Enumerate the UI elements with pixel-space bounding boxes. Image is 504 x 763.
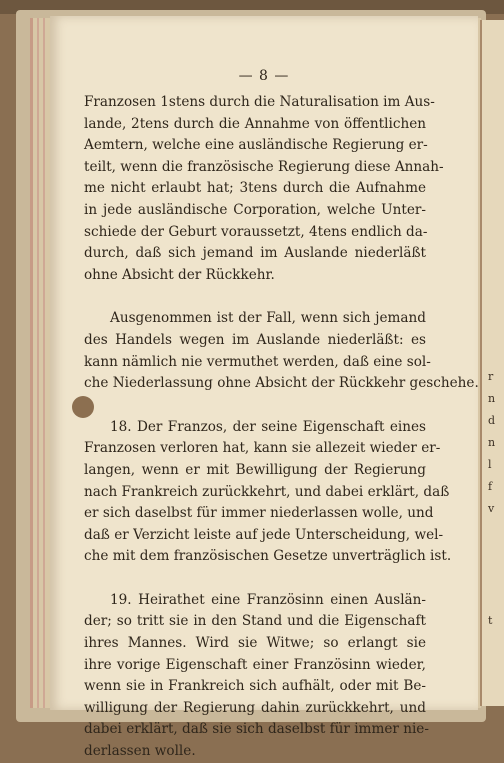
text-line: teilt, wenn die französische Regierung diese Annah- [84,158,444,175]
next-page-fragment: d [488,414,496,427]
text-line: daß er Verzicht leiste auf jede Unterscheidung, wel- [84,526,444,543]
paragraph-gap [84,568,426,590]
next-page-edge [480,20,504,706]
next-page-fragment: n [488,436,496,449]
next-page-fragment: l [488,458,492,471]
text-line: willigung der Regierung dahin zurückkehrt, und [84,699,426,716]
text-line: 19. Heirathet eine Französinn einen Auslän- [110,591,426,608]
text-line: derlassen wolle. [84,743,196,760]
text-line: ohne Absicht der Rückkehr. [84,266,275,283]
page-edge-line [37,18,39,708]
text-line: dabei erklärt, daß sie sich daselbst für immer nie- [84,721,429,738]
text-line: che mit dem französischen Gesetze unverträglich ist. [84,548,452,565]
text-line: nach Frankreich zurückkehrt, und dabei erklärt, daß [84,483,450,500]
text-line: 18. Der Franzos, der seine Eigenschaft eines [110,418,426,435]
text-line: Franzosen verloren hat, kann sie allezeit wieder er- [84,440,441,457]
paragraph-gap [84,286,426,308]
text-line: er sich daselbst für immer niederlassen wolle, und [84,505,434,522]
text-line: langen, wenn er mit Bewilligung der Regierung [84,461,426,478]
next-page-fragment: v [488,502,495,515]
text-line: me nicht erlaubt hat; 3tens durch die Aufnahme [84,180,426,197]
text-line: ihre vorige Eigenschaft einer Französinn wieder, [84,656,426,673]
text-line: in jede ausländische Corporation, welche Unter- [84,201,426,218]
text-line: des Handels wegen im Auslande niederläßt: es [84,331,426,348]
text-line: schiede der Geburt voraussetzt, 4tens endlich da- [84,223,428,240]
next-page-fragment: f [488,480,493,493]
page-edge-line [43,18,45,708]
book-page [50,16,479,760]
text-line: Aemtern, welche eine ausländische Regierung er- [84,137,428,154]
text-line: che Niederlassung ohne Absicht der Rückkehr geschehe. [84,375,479,392]
text-line: Ausgenommen ist der Fall, wenn sich jemand [110,310,426,327]
text-line: wenn sie in Frankreich sich aufhält, oder mit Be- [84,678,426,695]
text-line: der; so tritt sie in den Stand und die Eigenschaft [84,613,426,630]
next-page-fragment: t [488,614,493,627]
text-line: lande, 2tens durch die Annahme von öffentlichen [84,115,426,132]
text-line: kann nämlich nie vermuthet werden, daß eine sol- [84,353,431,370]
paragraph-gap [84,395,426,417]
next-page-fragment: r [488,370,494,383]
text-line: Franzosen 1stens durch die Naturalisation im Aus- [84,94,435,110]
page-number: — 8 — [238,68,290,84]
page-text [84,92,479,763]
text-line: durch, daß sich jemand im Auslande niederläßt [84,245,426,262]
text-line: ihres Mannes. Wird sie Witwe; so erlangt sie [84,635,426,652]
next-page-fragment: n [488,392,496,405]
